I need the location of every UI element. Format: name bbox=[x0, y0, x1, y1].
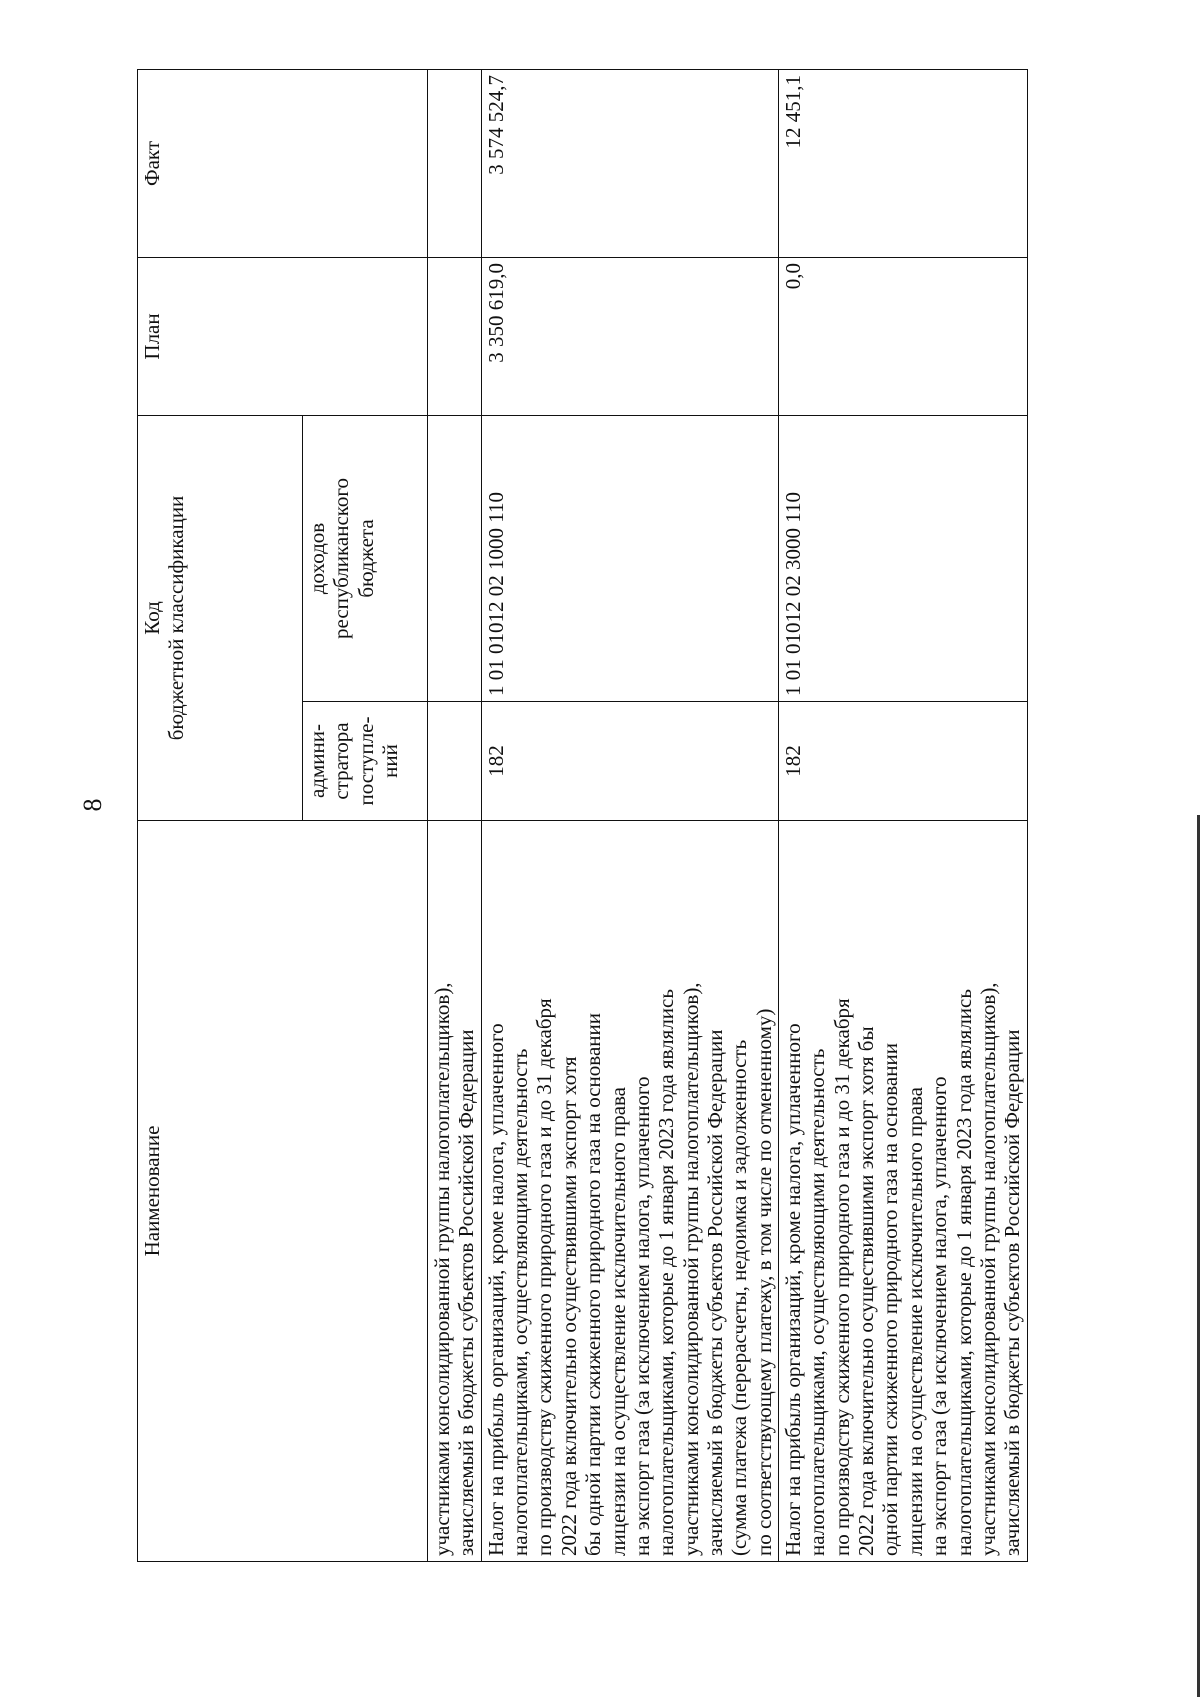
page-number: 8 bbox=[78, 798, 107, 812]
row-fact-cell: 12 451,1 bbox=[779, 69, 1028, 257]
table-row bbox=[481, 69, 778, 1561]
row-plan-cell bbox=[428, 257, 482, 415]
row-admin-cell: 182 bbox=[481, 702, 778, 821]
row-name-cell: участниками консолидированной группы налогоплательщиков), зачисляемый в бюджеты субъектов Российской Федерации bbox=[428, 821, 482, 1562]
header-fact: Факт bbox=[138, 69, 428, 257]
budget-table bbox=[137, 69, 1028, 1562]
table-row bbox=[779, 69, 1028, 1561]
row-admin-cell bbox=[428, 702, 482, 821]
header-code-group: Код бюджетной классификации bbox=[138, 415, 303, 820]
row-name-cell: Налог на прибыль организаций, кроме налога, уплаченного налогоплательщиками, осуществляющими деятельность по производству сжиженного природного газа и до 31 декабря 2022 года включительно осуществившими экспорт хотя бы одной партии сжиженного природного газа на основании лицензии на осуществление исключительного права на экспорт газа (за исключением налога, уплаченного налогоплательщиками, которые до 1 января 2023 года являлись участниками консолидированной группы налогоплательщиков), зачисляемый в бюджеты субъектов Российской Федерации bbox=[779, 821, 1028, 1562]
row-name-cell: Налог на прибыль организаций, кроме налога, уплаченного налогоплательщиками, осуществляющими деятельность по производству сжиженного природного газа и до 31 декабря 2022 года включительно осуществившими экспорт хотя бы одной партии сжиженного природного газа на основании лицензии на осуществление исключительного права на экспорт газа (за исключением налога, уплаченного налогоплательщиками, которые до 1 января 2023 года являлись участниками консолидированной группы налогоплательщиков), зачисляемый в бюджеты субъектов Российской Федерации (сумма платежа (перерасчеты, недоимка и задолженность по соответствующему платежу, в том числе по отмененному) bbox=[481, 821, 778, 1562]
header-admin: админи- стратора поступле- ний bbox=[303, 702, 428, 821]
row-code-cell: 1 01 01012 02 1000 110 bbox=[481, 415, 778, 701]
table-row bbox=[428, 69, 482, 1561]
header-plan: План bbox=[138, 257, 428, 415]
row-fact-cell bbox=[428, 69, 482, 257]
rotated-table-container bbox=[137, 70, 1057, 1562]
row-plan-cell: 3 350 619,0 bbox=[481, 257, 778, 415]
row-plan-cell: 0,0 bbox=[779, 257, 1028, 415]
row-fact-cell: 3 574 524,7 bbox=[481, 69, 778, 257]
table-header bbox=[138, 69, 428, 1561]
header-name: Наименование bbox=[138, 821, 428, 1562]
header-revenue: доходов республиканского бюджета bbox=[303, 415, 428, 701]
row-code-cell: 1 01 01012 02 3000 110 bbox=[779, 415, 1028, 701]
row-admin-cell: 182 bbox=[779, 702, 1028, 821]
row-code-cell bbox=[428, 415, 482, 701]
table-body bbox=[428, 69, 1028, 1561]
